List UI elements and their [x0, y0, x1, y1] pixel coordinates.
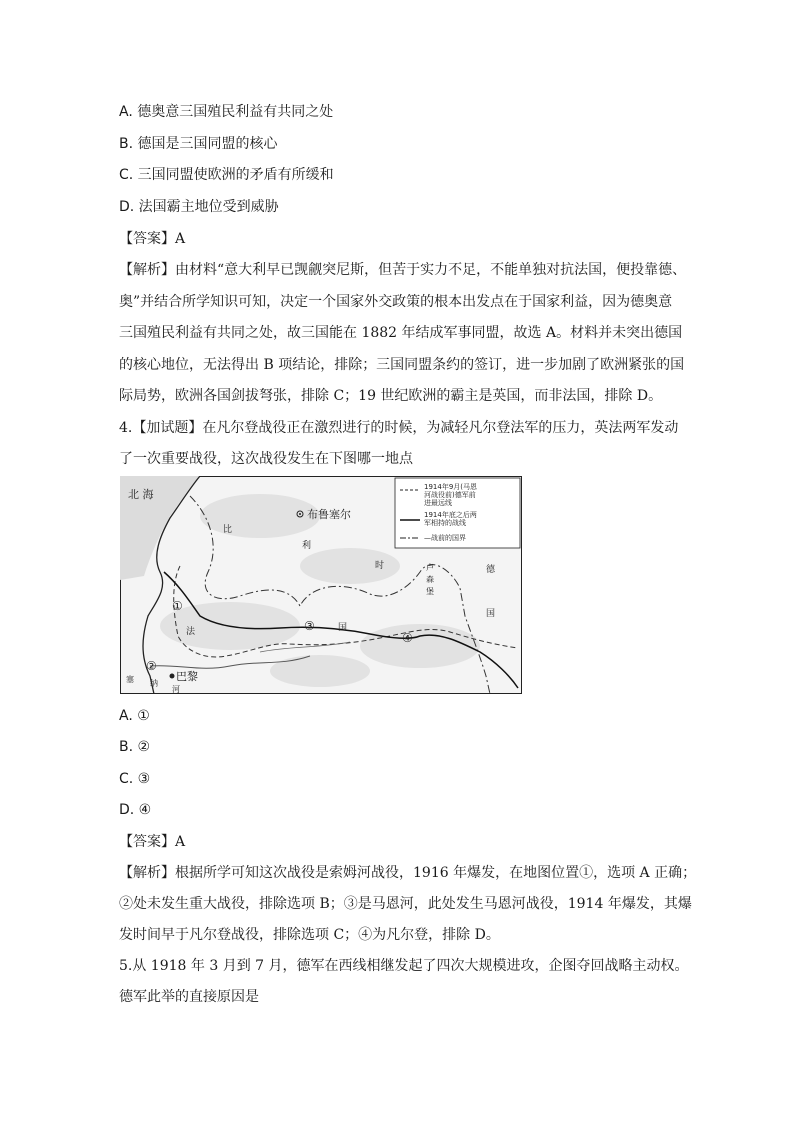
label-seine: 纳	[150, 679, 158, 688]
q4-stem-line: 4.【加试题】在凡尔登战役正在激烈进行的时候，为减轻凡尔登法军的压力，英法两军发动	[119, 420, 679, 436]
q3-analysis-line: 际局势，欧洲各国剑拔弩张，排除 C；19 世纪欧洲的霸主是英国，而非法国，排除 D。	[119, 388, 663, 404]
q3-option-d: D. 法国霸主地位受到威胁	[119, 199, 279, 215]
marker-1: ①	[172, 599, 183, 613]
q4-analysis-line: 发时间早于凡尔登战役，排除选项 C；④为凡尔登，排除 D。	[119, 927, 500, 943]
label-germany: 德	[486, 565, 496, 575]
legend-text: 进最远线	[424, 499, 452, 507]
q4-stem-line: 了一次重要战役，这次战役发生在下图哪一地点	[119, 451, 413, 467]
q4-option-d: D. ④	[119, 802, 152, 818]
label-luxembourg: 堡	[426, 587, 434, 596]
marker-2: ②	[146, 659, 157, 673]
legend-text: 河战役前)德军前	[424, 491, 476, 499]
q5-stem-line: 德军此举的直接原因是	[119, 989, 259, 1005]
q3-analysis-line: 奥”并结合所学知识可知，决定一个国家外交政策的根本出发点在于国家利益，因为德奥意	[119, 294, 673, 310]
label-luxembourg: 森	[426, 575, 434, 584]
city-dot-brussels-center	[299, 513, 301, 515]
q3-analysis-line: 【解析】由材料“意大利早已觊觎突尼斯，但苦于实力不足，不能单独对抗法国，便投靠德、	[119, 262, 687, 278]
label-brussels: 布鲁塞尔	[307, 508, 351, 521]
legend-text: —战前的国界	[424, 534, 466, 542]
q4-option-c: C. ③	[119, 771, 151, 787]
q3-analysis-line: 的核心地位，无法得出 B 项结论，排除；三国同盟条约的签订，进一步加剧了欧洲紧张的国	[119, 357, 685, 373]
label-paris: 巴黎	[176, 670, 198, 683]
label-north-sea: 北 海	[128, 488, 154, 501]
marker-3: ③	[304, 619, 315, 633]
q3-answer: 【答案】A	[119, 231, 186, 247]
city-dot-paris	[170, 674, 175, 679]
label-belgium: 时	[375, 561, 385, 571]
legend-text: 1914年底之后两	[424, 511, 477, 519]
q3-option-a: A. 德奥意三国殖民利益有共同之处	[119, 104, 334, 120]
q4-option-b: B. ②	[119, 739, 151, 755]
q3-option-b: B. 德国是三国同盟的核心	[119, 136, 278, 152]
q4-analysis-line: ②处未发生重大战役，排除选项 B；③是马恩河，此处发生马恩河战役，1914 年爆发，其爆	[119, 896, 692, 912]
q4-option-a: A. ①	[119, 708, 150, 724]
q5-stem-line: 5.从 1918 年 3 月到 7 月，德军在西线相继发起了四次大规模进攻，企图夺回战略主动权。	[119, 958, 689, 974]
legend-text: 1914年9月(马恩	[424, 483, 477, 491]
q3-option-c: C. 三国同盟使欧洲的矛盾有所缓和	[119, 167, 334, 183]
label-france: 法	[186, 627, 196, 637]
label-germany: 国	[486, 609, 496, 619]
label-luxembourg: 卢	[426, 563, 434, 572]
label-seine: 塞	[126, 675, 134, 684]
label-france: 国	[338, 623, 348, 633]
legend-text: 军相持的战线	[424, 519, 466, 527]
western-front-map	[120, 476, 522, 694]
marker-4: ④	[402, 631, 413, 645]
q4-answer: 【答案】A	[119, 834, 186, 850]
label-belgium: 比	[223, 525, 233, 535]
label-belgium: 利	[302, 541, 312, 551]
label-seine: 河	[172, 685, 180, 694]
q4-analysis-line: 【解析】根据所学可知这次战役是索姆河战役，1916 年爆发，在地图位置①，选项 A 正确；	[119, 865, 697, 881]
q3-analysis-line: 三国殖民利益有共同之处，故三国能在 1882 年结成军事同盟，故选 A。材料并未突出德国	[119, 325, 683, 341]
